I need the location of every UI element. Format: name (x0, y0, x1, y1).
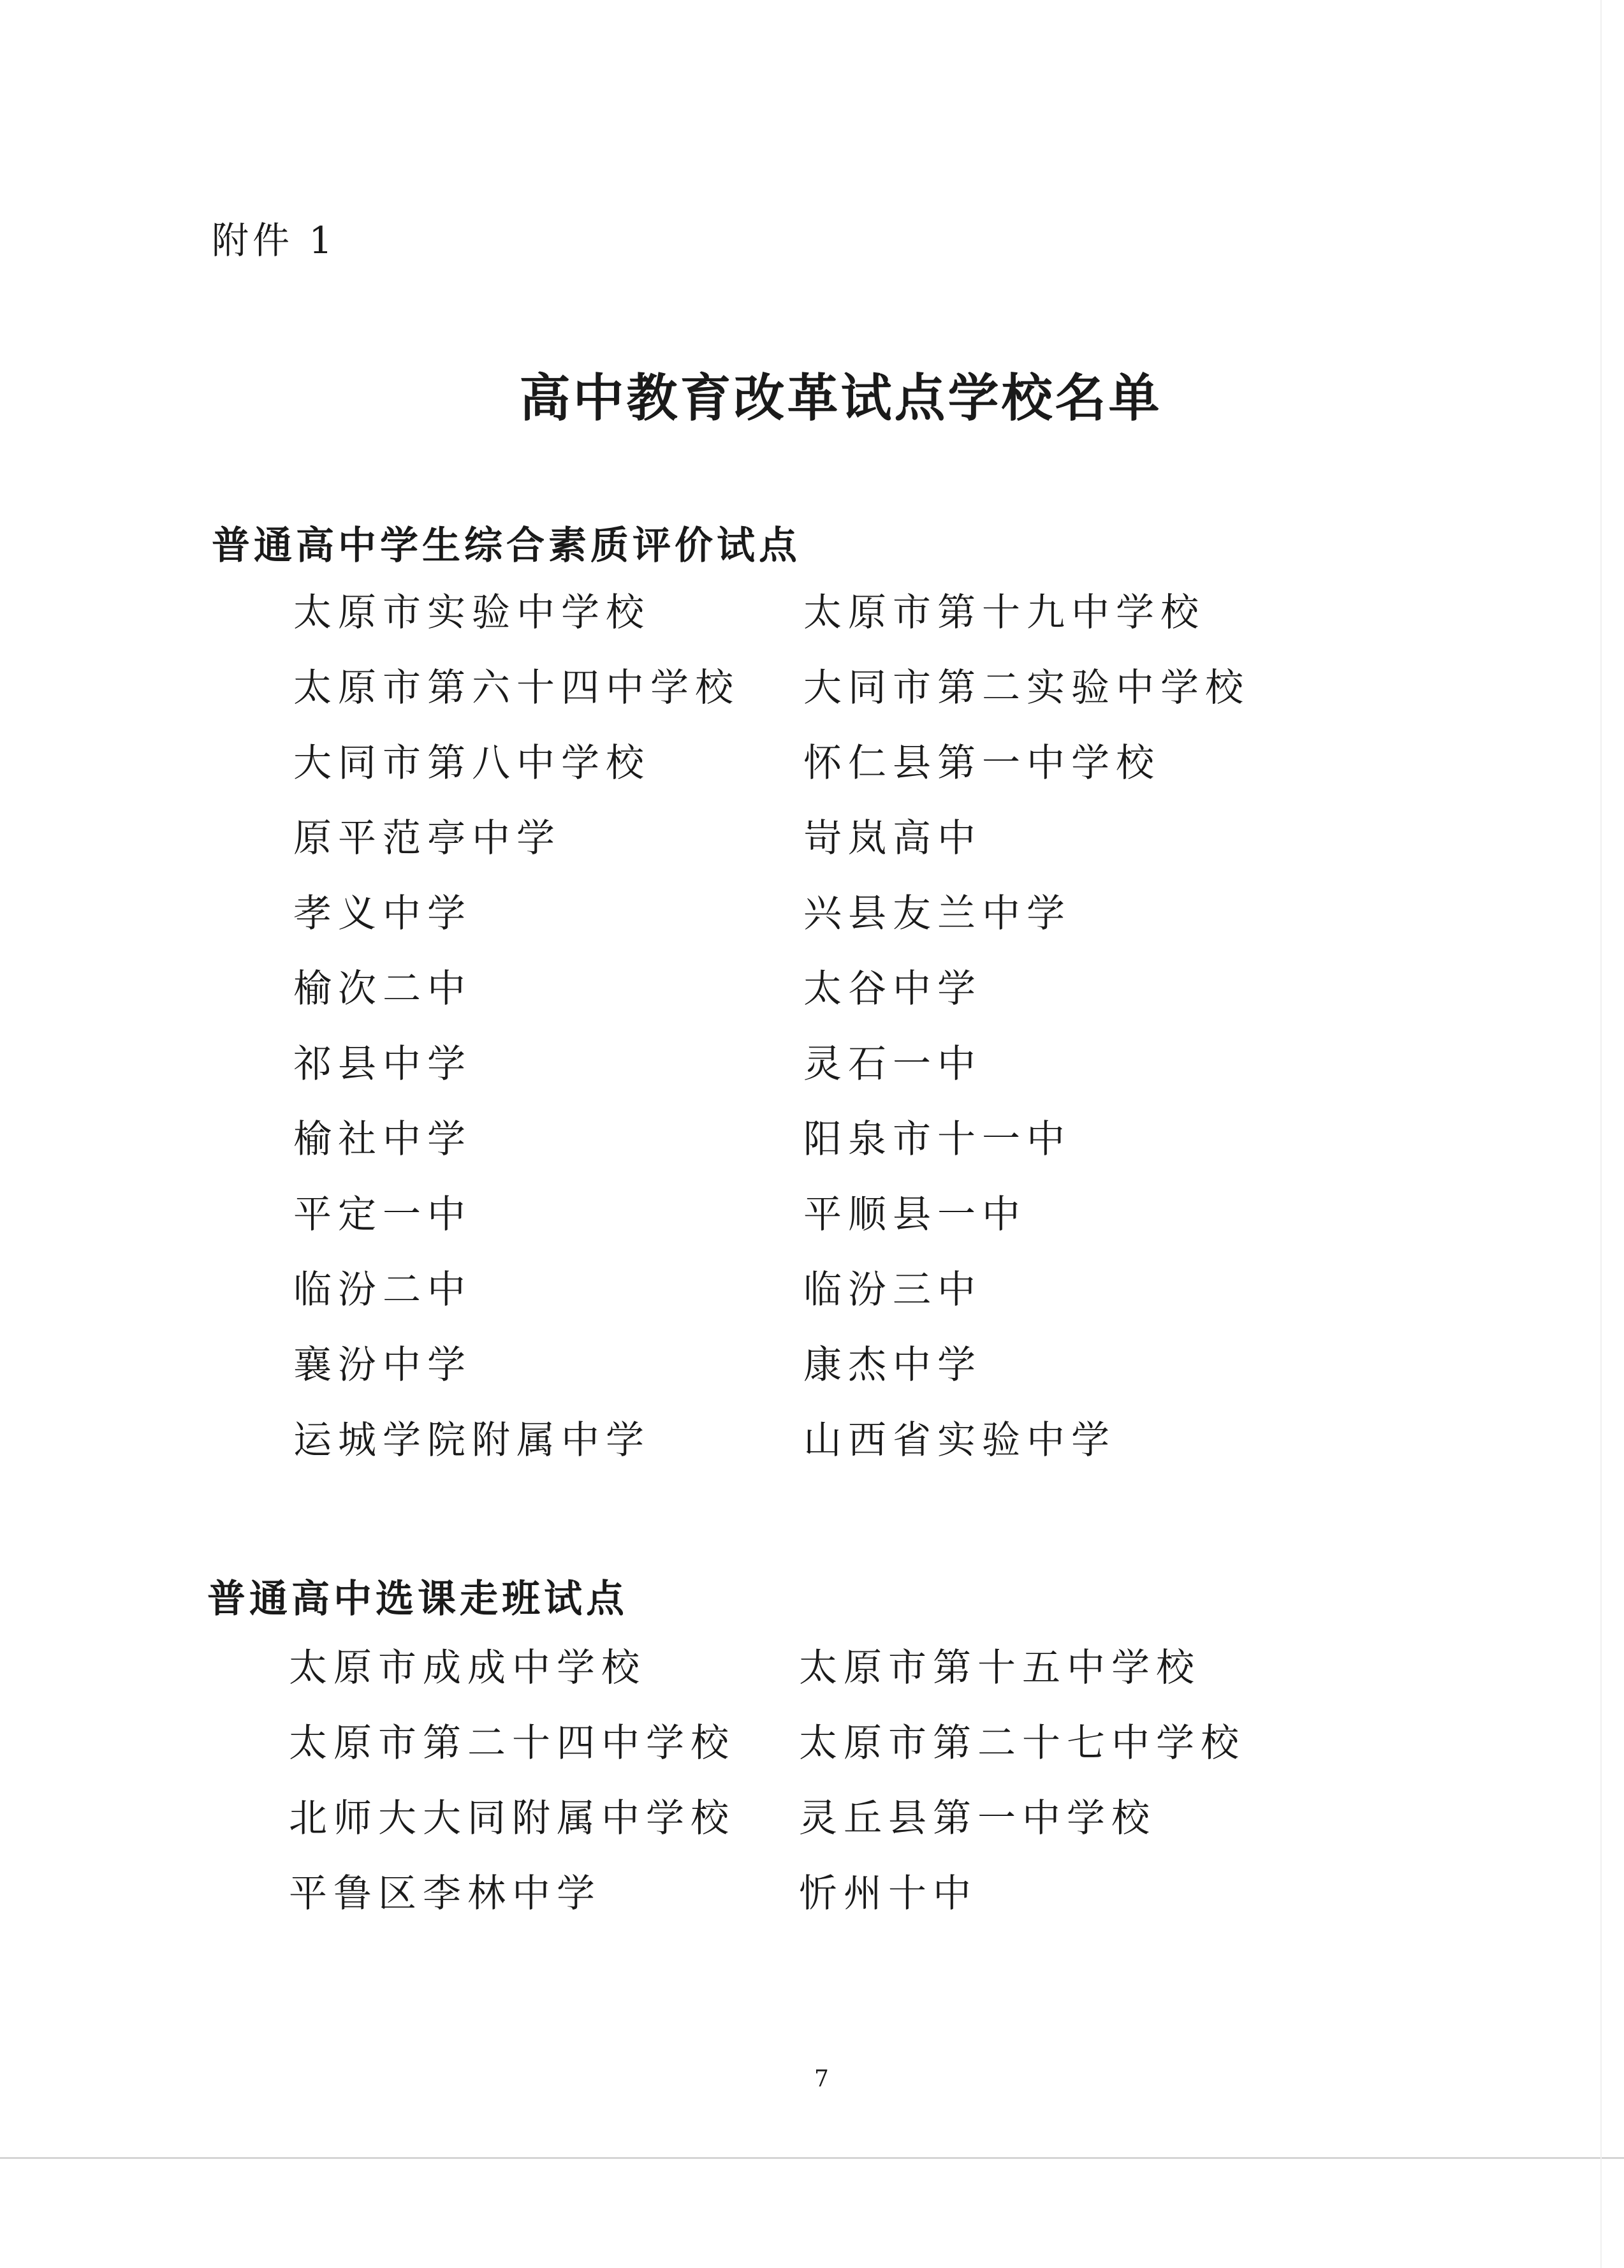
school-name: 大同市第二实验中学校 (803, 666, 1250, 710)
school-name: 运城学院附属中学 (293, 1418, 650, 1463)
school-name: 太原市实验中学校 (293, 590, 650, 635)
school-name: 太原市第十九中学校 (803, 590, 1205, 635)
school-name: 灵丘县第一中学校 (799, 1796, 1156, 1841)
school-name: 北师大大同附属中学校 (289, 1796, 735, 1841)
school-name: 平顺县一中 (803, 1192, 1027, 1237)
document-title: 高中教育改革试点学校名单 (519, 368, 1162, 428)
school-name: 康杰中学 (803, 1343, 982, 1387)
school-name: 太原市成成中学校 (289, 1646, 646, 1690)
school-name: 孝义中学 (293, 891, 472, 936)
page-number: 7 (814, 2066, 829, 2092)
section-heading-evaluation-pilot: 普通高中学生综合素质评价试点 (212, 523, 801, 568)
school-list-course-selection-pilot (289, 1645, 1245, 1946)
school-name: 平鲁区李林中学 (289, 1871, 601, 1916)
school-name: 山西省实验中学 (803, 1418, 1116, 1463)
school-name: 忻州十中 (799, 1871, 977, 1916)
school-name: 原平范亭中学 (293, 816, 561, 861)
school-name: 阳泉市十一中 (803, 1117, 1071, 1162)
school-name: 灵石一中 (803, 1042, 982, 1086)
school-name: 襄汾中学 (293, 1343, 472, 1387)
school-name: 临汾三中 (803, 1268, 982, 1312)
scan-edge-line (0, 2157, 1624, 2159)
attachment-label: 附件 1 (212, 219, 337, 262)
school-name: 大同市第八中学校 (293, 741, 650, 786)
school-name: 怀仁县第一中学校 (803, 741, 1160, 786)
school-name: 岢岚高中 (803, 816, 982, 861)
school-name: 太谷中学 (803, 967, 982, 1011)
school-list-evaluation-pilot (293, 590, 1250, 1493)
school-name: 太原市第二十四中学校 (289, 1721, 735, 1766)
scan-edge-shadow (1600, 0, 1602, 2268)
school-name: 临汾二中 (293, 1268, 472, 1312)
school-name: 榆次二中 (293, 967, 472, 1011)
school-name: 太原市第二十七中学校 (799, 1721, 1245, 1766)
section-heading-course-selection-pilot: 普通高中选课走班试点 (207, 1577, 628, 1621)
school-name: 平定一中 (293, 1192, 472, 1237)
school-name: 榆社中学 (293, 1117, 472, 1162)
school-name: 祁县中学 (293, 1042, 472, 1086)
school-name: 太原市第六十四中学校 (293, 666, 740, 710)
school-name: 兴县友兰中学 (803, 891, 1071, 936)
school-name: 太原市第十五中学校 (799, 1646, 1201, 1690)
